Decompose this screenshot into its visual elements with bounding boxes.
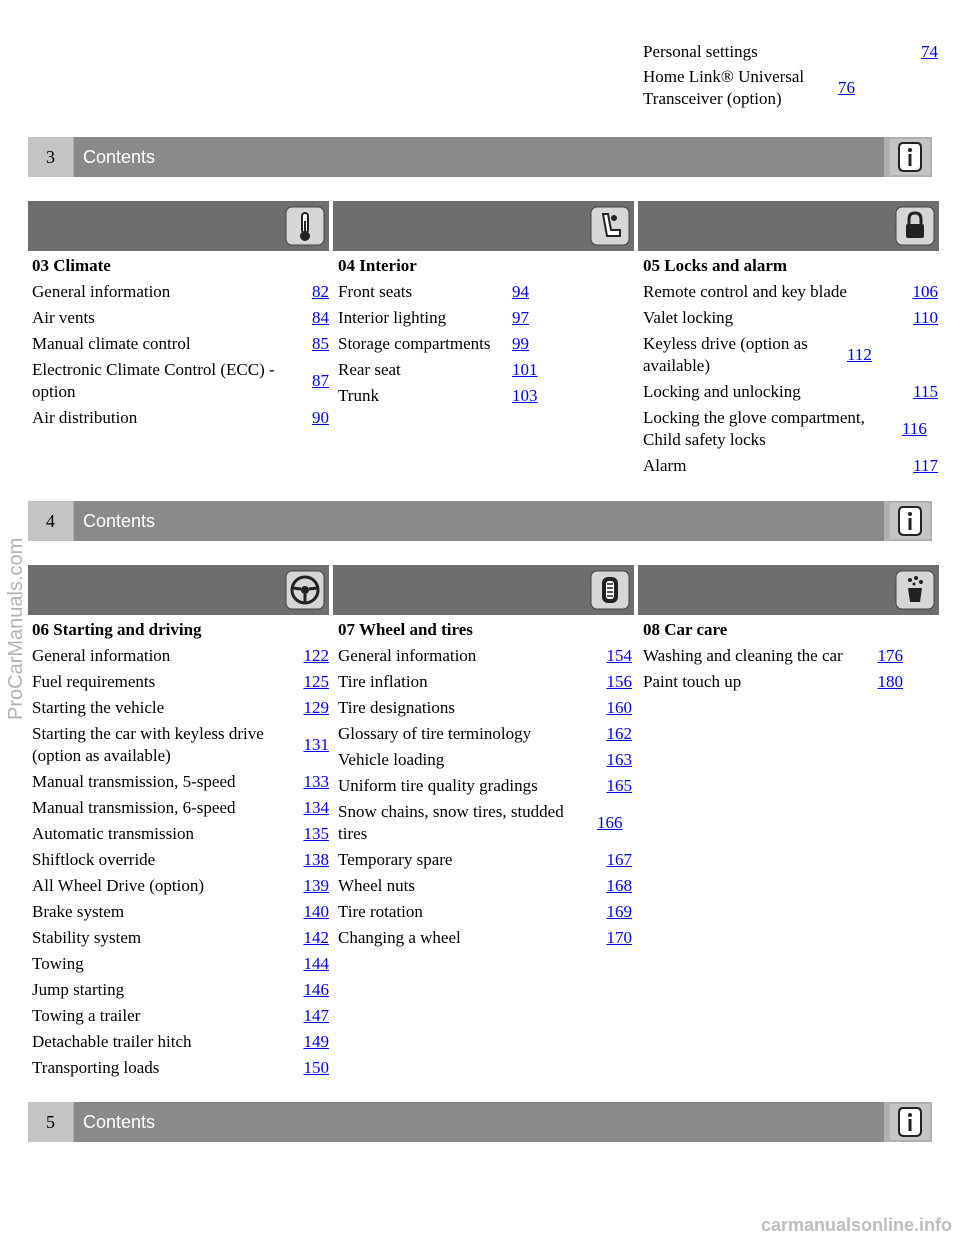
item-title: Towing xyxy=(32,954,84,973)
item-title: Detachable trailer hitch xyxy=(32,1032,192,1051)
page-link[interactable]: 163 xyxy=(606,750,632,769)
list-item xyxy=(32,951,329,977)
page-link[interactable]: 167 xyxy=(606,850,632,869)
list-item xyxy=(338,331,548,357)
list-item xyxy=(32,695,329,721)
page-link[interactable]: 140 xyxy=(303,902,329,921)
list-item xyxy=(338,669,632,695)
item-title: Fuel requirements xyxy=(32,672,156,691)
item-title: Shiftlock override xyxy=(32,850,156,869)
item-title: Locking and unlocking xyxy=(643,382,801,401)
page-link[interactable]: 106 xyxy=(912,282,938,301)
list-item xyxy=(338,695,632,721)
page-link[interactable]: 133 xyxy=(303,772,329,791)
item-title: All Wheel Drive (option) xyxy=(32,876,205,895)
item-title: Snow chains, snow tires, studded tires xyxy=(338,802,564,843)
item-title: Uniform tire quality gradings xyxy=(338,776,538,795)
list-item xyxy=(643,305,938,331)
footer-watermark: carmanualsonline.info xyxy=(760,1215,952,1235)
list-item xyxy=(32,795,329,821)
item-title: Changing a wheel xyxy=(338,928,461,947)
chapter-title: 07 Wheel and tires xyxy=(338,620,473,639)
page-link[interactable]: 149 xyxy=(303,1032,329,1051)
list-item xyxy=(338,847,632,873)
list-item xyxy=(32,405,329,431)
item-title: Paint touch up xyxy=(643,672,742,691)
toc-item xyxy=(643,41,938,63)
section-label: Contents xyxy=(74,137,884,177)
list-item xyxy=(32,279,329,305)
toc-column-interior xyxy=(338,253,548,409)
page-link[interactable]: 110 xyxy=(913,308,938,327)
section-number: 4 xyxy=(28,501,73,541)
page-link[interactable]: 162 xyxy=(606,724,632,743)
section-bar-3 xyxy=(28,137,932,177)
item-title: Alarm xyxy=(643,456,687,475)
page-link[interactable]: 116 xyxy=(902,419,927,438)
item-title: Brake system xyxy=(32,902,125,921)
toc-page-link[interactable]: 76 xyxy=(838,78,855,97)
page-link[interactable]: 144 xyxy=(303,954,329,973)
list-item xyxy=(338,899,632,925)
list-item xyxy=(32,721,329,769)
page-link[interactable]: 160 xyxy=(606,698,632,717)
item-title: Locking the glove compartment, Child safety locks xyxy=(643,408,865,449)
list-item xyxy=(32,331,329,357)
page-link[interactable]: 146 xyxy=(303,980,329,999)
page-link[interactable]: 94 xyxy=(512,282,529,301)
item-title: Electronic Climate Control (ECC) - option xyxy=(32,360,275,401)
page-link[interactable]: 135 xyxy=(303,824,329,843)
page-link[interactable]: 115 xyxy=(913,382,938,401)
toc-page-link[interactable]: 74 xyxy=(921,42,938,61)
toc-column-wheels xyxy=(338,617,632,951)
section-number: 3 xyxy=(28,137,73,177)
item-title: General information xyxy=(338,646,477,665)
info-icon[interactable] xyxy=(890,1104,930,1140)
section-label: Contents xyxy=(74,501,884,541)
page-link[interactable]: 112 xyxy=(847,345,872,364)
chapter-title: 03 Climate xyxy=(32,256,111,275)
list-item xyxy=(32,847,329,873)
page-link[interactable]: 131 xyxy=(303,735,329,754)
item-title: Washing and cleaning the car xyxy=(643,646,843,665)
page-link[interactable]: 97 xyxy=(512,308,529,327)
page-link[interactable]: 168 xyxy=(606,876,632,895)
list-item xyxy=(338,873,632,899)
item-title: Starting the vehicle xyxy=(32,698,165,717)
item-title: Tire designations xyxy=(338,698,455,717)
list-item xyxy=(643,405,938,453)
list-item xyxy=(32,925,329,951)
column-header-climate xyxy=(28,201,329,251)
section-bar-4 xyxy=(28,501,932,541)
page-link[interactable]: 90 xyxy=(312,408,329,427)
page-link[interactable]: 129 xyxy=(303,698,329,717)
page-link[interactable]: 125 xyxy=(303,672,329,691)
list-item xyxy=(338,747,632,773)
list-item xyxy=(32,1055,329,1081)
item-title: Valet locking xyxy=(643,308,734,327)
lock-icon xyxy=(895,206,935,246)
list-item xyxy=(32,643,329,669)
page-link[interactable]: 134 xyxy=(303,798,329,817)
info-icon[interactable] xyxy=(890,139,930,175)
list-item xyxy=(643,669,903,695)
toc-item-title: Personal settings xyxy=(643,42,758,61)
column-header-interior xyxy=(333,201,634,251)
item-title: Wheel nuts xyxy=(338,876,415,895)
section-number: 5 xyxy=(28,1102,73,1142)
item-title: Jump starting xyxy=(32,980,125,999)
watermark-text: ProCarManuals.com xyxy=(5,537,27,720)
list-item xyxy=(32,873,329,899)
page-link[interactable]: 82 xyxy=(312,282,329,301)
column-header-starting xyxy=(28,565,329,615)
item-title: Storage compartments xyxy=(338,334,491,353)
item-title: Keyless drive (option as available) xyxy=(643,334,808,375)
list-item xyxy=(338,643,632,669)
list-item xyxy=(643,379,938,405)
list-item xyxy=(32,305,329,331)
list-item xyxy=(338,279,548,305)
item-title: Rear seat xyxy=(338,360,401,379)
item-title: Tire inflation xyxy=(338,672,428,691)
list-item xyxy=(338,721,632,747)
item-title: Automatic transmission xyxy=(32,824,194,843)
list-item xyxy=(32,1003,329,1029)
item-title: Remote control and key blade xyxy=(643,282,847,301)
list-item xyxy=(338,799,632,847)
page-link[interactable]: 169 xyxy=(606,902,632,921)
toc-column-climate xyxy=(32,253,329,431)
chapter-title: 06 Starting and driving xyxy=(32,620,202,639)
list-item xyxy=(338,773,632,799)
list-item xyxy=(338,357,548,383)
list-item xyxy=(32,977,329,1003)
item-title: Front seats xyxy=(338,282,413,301)
item-title: Stability system xyxy=(32,928,142,947)
page-link[interactable]: 180 xyxy=(877,672,903,691)
page-link[interactable]: 147 xyxy=(303,1006,329,1025)
column-header-car-care xyxy=(638,565,939,615)
info-icon[interactable] xyxy=(890,503,930,539)
item-title: Vehicle loading xyxy=(338,750,445,769)
item-title: Towing a trailer xyxy=(32,1006,141,1025)
item-title: Glossary of tire terminology xyxy=(338,724,532,743)
item-title: Interior lighting xyxy=(338,308,447,327)
page-link[interactable]: 85 xyxy=(312,334,329,353)
page-link[interactable]: 150 xyxy=(303,1058,329,1077)
thermometer-icon xyxy=(285,206,325,246)
list-item xyxy=(32,899,329,925)
toc-item xyxy=(643,66,938,110)
car-wash-icon xyxy=(895,570,935,610)
page-link[interactable]: 103 xyxy=(512,386,538,405)
watermark xyxy=(0,510,30,720)
page-link[interactable]: 87 xyxy=(312,371,329,390)
list-item xyxy=(32,669,329,695)
page-link[interactable]: 176 xyxy=(877,646,903,665)
list-item xyxy=(32,769,329,795)
list-item xyxy=(32,1029,329,1055)
page-link[interactable]: 99 xyxy=(512,334,529,353)
item-title: Air vents xyxy=(32,308,95,327)
item-title: General information xyxy=(32,646,171,665)
page-link[interactable]: 142 xyxy=(303,928,329,947)
page-link[interactable]: 139 xyxy=(303,876,329,895)
item-title: Manual climate control xyxy=(32,334,191,353)
item-title: Manual transmission, 5-speed xyxy=(32,772,236,791)
list-item xyxy=(32,821,329,847)
toc-column-locks xyxy=(643,253,938,479)
item-title: Tire rotation xyxy=(338,902,423,921)
list-item xyxy=(338,925,632,951)
page-link[interactable]: 138 xyxy=(303,850,329,869)
steering-wheel-icon xyxy=(285,570,325,610)
item-title: Temporary spare xyxy=(338,850,453,869)
tire-icon xyxy=(590,570,630,610)
chapter-title: 05 Locks and alarm xyxy=(643,256,788,275)
page-link[interactable]: 166 xyxy=(597,813,623,832)
item-title: Transporting loads xyxy=(32,1058,160,1077)
page-link[interactable]: 154 xyxy=(606,646,632,665)
item-title: Trunk xyxy=(338,386,379,405)
page-link[interactable]: 84 xyxy=(312,308,329,327)
list-item xyxy=(338,305,548,331)
item-title: Air distribution xyxy=(32,408,138,427)
section-label: Contents xyxy=(74,1102,884,1142)
item-title: Manual transmission, 6-speed xyxy=(32,798,236,817)
toc-column-car-care xyxy=(643,617,903,695)
list-item xyxy=(338,383,548,409)
list-item xyxy=(643,279,938,305)
item-title: General information xyxy=(32,282,171,301)
page-link[interactable]: 122 xyxy=(303,646,329,665)
list-item xyxy=(643,453,938,479)
section-bar-5 xyxy=(28,1102,932,1142)
column-header-locks xyxy=(638,201,939,251)
list-item xyxy=(643,643,903,669)
page-link[interactable]: 165 xyxy=(606,776,632,795)
seat-icon xyxy=(590,206,630,246)
page-link[interactable]: 101 xyxy=(512,360,538,379)
column-header-wheels xyxy=(333,565,634,615)
chapter-title: 04 Interior xyxy=(338,256,417,275)
page-link[interactable]: 117 xyxy=(913,456,938,475)
list-item xyxy=(32,357,329,405)
toc-item-title: Home Link® Universal Transceiver (option) xyxy=(643,67,805,108)
list-item xyxy=(643,331,938,379)
page-link[interactable]: 170 xyxy=(606,928,632,947)
toc-column-starting xyxy=(32,617,329,1081)
chapter-title: 08 Car care xyxy=(643,620,728,639)
item-title: Starting the car with keyless drive (option as available) xyxy=(32,724,264,765)
page-link[interactable]: 156 xyxy=(606,672,632,691)
